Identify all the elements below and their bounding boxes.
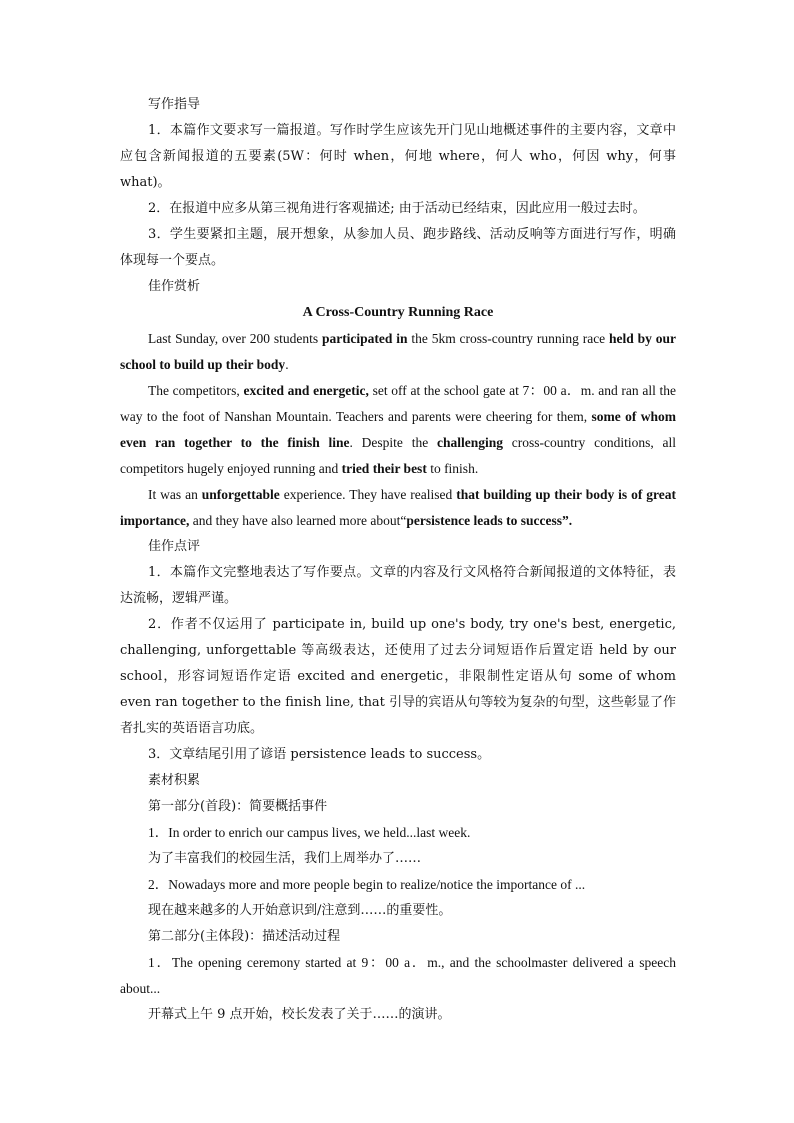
appreciation-heading: 佳作赏析 bbox=[148, 279, 201, 294]
essay-highlight: persistence leads to success bbox=[406, 513, 563, 528]
comment-point-2: 2．作者不仅运用了 participate in, build up one's body, try one's best, energetic, challenging, unforgettable 等高级表达，还使用了过去分词短语作后置定语 held by our school，形容词短语作定语 excited and energetic，非限制性定语从句 some of whom even ran together to the finish line, that 引导的宾语从句等较为复杂的句型，这些彰显了作者扎实的英语语言功底。 bbox=[120, 617, 676, 736]
comment-point-1: 1．本篇作文完整地表达了写作要点。文章的内容及行文风格符合新闻报道的文体特征，表达流畅，逻辑严谨。 bbox=[120, 565, 676, 606]
essay-text: experience. They have realised bbox=[279, 487, 457, 502]
part2-heading: 第二部分(主体段)：描述活动过程 bbox=[148, 929, 341, 944]
essay-highlight: held by our school to build up their body bbox=[120, 331, 676, 372]
essay-text: It was an bbox=[148, 487, 202, 502]
essay-text: Last Sunday, over 200 students bbox=[148, 331, 322, 346]
essay-highlight: excited and energetic, bbox=[243, 383, 369, 398]
guide-point-1: 1．本篇作文要求写一篇报道。写作时学生应该先开门见山地概述事件的主要内容，文章中应包含新闻报道的五要素(5W：何时 when，何地 where，何人 who，何因 why，何事 what)。 bbox=[120, 123, 676, 190]
essay-text: . Despite the bbox=[349, 435, 437, 450]
essay-text: The competitors, bbox=[148, 383, 244, 398]
material-heading: 素材积累 bbox=[148, 773, 201, 788]
essay-highlight: that building up their body is of great importance, bbox=[120, 487, 677, 528]
essay-text: to finish. bbox=[426, 461, 479, 476]
essay-text: set off at the school gate at 7：00 a．m. and ran all the way to the foot of Nanshan Mountain. Teachers and parents were cheering for them, bbox=[120, 383, 676, 424]
part1-item-1-zh: 为了丰富我们的校园生活，我们上周举办了…… bbox=[148, 851, 422, 866]
essay-text: cross-country conditions, all competitors hugely enjoyed running and bbox=[120, 435, 676, 476]
essay-highlight: challenging bbox=[437, 435, 504, 450]
essay-highlight: some of whom even ran together to the finish line bbox=[120, 409, 676, 450]
part2-item-1-zh: 开幕式上午 9 点开始，校长发表了关于……的演讲。 bbox=[148, 1007, 451, 1022]
part1-item-2-zh: 现在越来越多的人开始意识到/注意到……的重要性。 bbox=[148, 903, 452, 918]
part2-item-1-en: 1．The opening ceremony started at 9：00 a．m., and the schoolmaster delivered a speech about... bbox=[120, 955, 676, 996]
guide-point-3: 3．学生要紧扣主题，展开想象，从参加人员、跑步路线、活动反响等方面进行写作，明确体现每一个要点。 bbox=[120, 227, 676, 268]
essay-paragraph-3 bbox=[120, 482, 676, 534]
essay-highlight: unforgettable bbox=[201, 487, 280, 502]
part1-heading: 第一部分(首段)：简要概括事件 bbox=[148, 799, 328, 814]
essay-text: . bbox=[285, 357, 289, 372]
part1-item-1-en: 1．In order to enrich our campus lives, we held...last week. bbox=[148, 825, 471, 840]
document-page bbox=[120, 92, 676, 1028]
essay-paragraph-2 bbox=[120, 378, 676, 482]
essay-highlight: participated in bbox=[321, 331, 408, 346]
essay-highlight: ”. bbox=[562, 513, 573, 528]
part1-item-2-en: 2．Nowadays more and more people begin to realize/notice the importance of ... bbox=[148, 877, 586, 892]
comment-heading: 佳作点评 bbox=[148, 539, 201, 554]
essay-text: the 5km cross-country running race bbox=[407, 331, 610, 346]
essay-highlight: tried their best bbox=[341, 461, 427, 476]
comment-point-3: 3．文章结尾引用了谚语 persistence leads to success。 bbox=[148, 747, 491, 762]
essay-paragraph-1 bbox=[120, 326, 676, 378]
guide-point-2: 2．在报道中应多从第三视角进行客观描述; 由于活动已经结束，因此应用一般过去时。 bbox=[148, 201, 646, 216]
guide-heading: 写作指导 bbox=[148, 97, 201, 112]
essay-text: and they have also learned more about“ bbox=[189, 513, 407, 528]
essay-title: A Cross-Country Running Race bbox=[302, 305, 494, 320]
